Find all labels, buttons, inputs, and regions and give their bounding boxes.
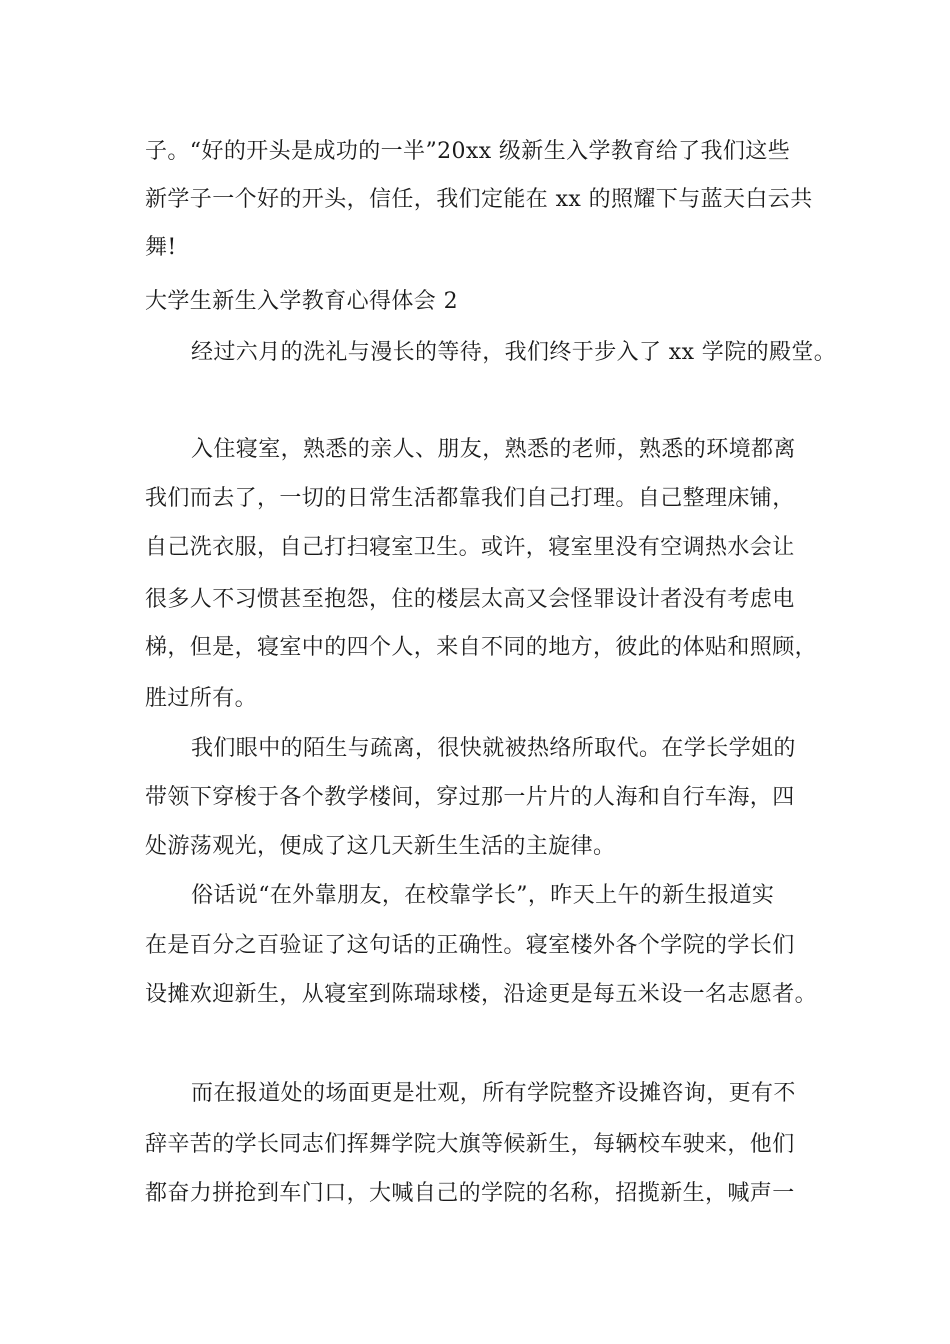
text-line: 俗话说“在外靠朋友，在校靠学长”，昨天上午的新生报道实: [191, 883, 775, 908]
text-line: 很多人不习惯甚至抱怨，住的楼层太高又会怪罪设计者没有考虑电: [145, 587, 795, 612]
text-line: 子。“好的开头是成功的一半”20xx 级新生入学教育给了我们这些: [145, 139, 791, 164]
text-line: 都奋力拼抢到车门口，大喊自己的学院的名称，招揽新生，喊声一: [145, 1181, 795, 1206]
text-line: 我们而去了，一切的日常生活都靠我们自己打理。自己整理床铺，: [145, 486, 795, 511]
section-heading: 大学生新生入学教育心得体会 2: [145, 289, 458, 314]
text-line: 处游荡观光，便成了这几天新生生活的主旋律。: [145, 834, 616, 859]
text-line: 入住寝室，熟悉的亲人、朋友，熟悉的老师，熟悉的环境都离: [191, 437, 796, 462]
text-line: 而在报道处的场面更是壮观，所有学院整齐设摊咨询，更有不: [191, 1081, 796, 1106]
text-line: 设摊欢迎新生，从寝室到陈瑞球楼，沿途更是每五米设一名志愿者。: [145, 982, 818, 1007]
text-line: 经过六月的洗礼与漫长的等待，我们终于步入了 xx 学院的殿堂。: [191, 340, 837, 365]
text-line: 带领下穿梭于各个教学楼间，穿过那一片片的人海和自行车海，四: [145, 785, 795, 810]
text-line: 新学子一个好的开头，信任，我们定能在 xx 的照耀下与蓝天白云共: [145, 187, 813, 212]
text-line: 我们眼中的陌生与疏离，很快就被热络所取代。在学长学姐的: [191, 736, 796, 761]
text-line: 自己洗衣服，自己打扫寝室卫生。或许，寝室里没有空调热水会让: [145, 535, 795, 560]
text-line: 舞!: [145, 235, 177, 260]
text-line: 在是百分之百验证了这句话的正确性。寝室楼外各个学院的学长们: [145, 933, 795, 958]
text-line: 胜过所有。: [145, 686, 258, 711]
text-line: 辞辛苦的学长同志们挥舞学院大旗等候新生，每辆校车驶来，他们: [145, 1132, 795, 1157]
text-line: 梯，但是，寝室中的四个人，来自不同的地方，彼此的体贴和照顾，: [145, 635, 818, 660]
